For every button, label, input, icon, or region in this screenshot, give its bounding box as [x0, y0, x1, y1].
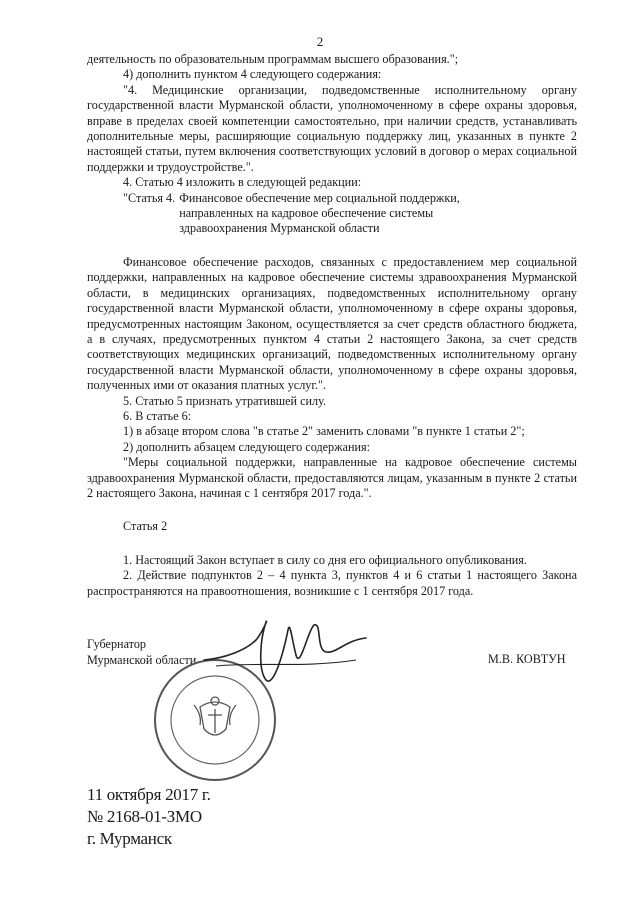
law-text: [87, 52, 577, 599]
paragraph: 2. Действие подпунктов 2 – 4 пункта 3, пунктов 4 и 6 статьи 1 настоящего Закона распространяются на правоотношения, возникшие с 1 сентября 2017 года.: [87, 568, 577, 598]
article-4-title-line: здравоохранения Мурманской области: [179, 221, 380, 236]
position-line: Мурманской области: [87, 653, 197, 667]
signatory-name: М.В. КОВТУН: [488, 652, 566, 666]
paragraph: 4. Статью 4 изложить в следующей редакции:: [123, 175, 362, 190]
signing-date: 11 октября 2017 г.: [87, 785, 211, 804]
paragraph: "4. Медицинские организации, подведомственные исполнительному органу государственной власти Мурманской области, уполномоченному в сфере охраны здоровья, вправе в пределах своей компетенции самостоятельно, при наличии средств, устанавливать дополнительные меры, расширяющие социальную поддержку лиц, указанных в пункте 2 настоящей статьи, путем включения соответствующих условий в договор о мерах социальной поддержки и трудоустройстве.".: [87, 82, 577, 174]
article-4-title-line: направленных на кадровое обеспечение системы: [179, 206, 434, 221]
handwritten-signature: [196, 610, 376, 690]
coat-of-arms-icon: [194, 697, 236, 735]
article-4-heading: [87, 191, 577, 237]
article-4-label: "Статья 4.: [123, 190, 176, 205]
page-number: 2: [316, 34, 324, 49]
article-2-heading: Статья 2: [123, 519, 168, 534]
paragraph: 4) дополнить пунктом 4 следующего содержания:: [123, 67, 382, 82]
signing-city: г. Мурманск: [87, 829, 172, 848]
article-4-title: [175, 191, 460, 237]
document-registration: [87, 784, 211, 850]
position-line: Губернатор: [87, 637, 147, 651]
paragraph: 5. Статью 5 признать утратившей силу.: [123, 393, 327, 408]
paragraph: деятельность по образовательным программам высшего образования.";: [87, 52, 459, 66]
paragraph: "Меры социальной поддержки, направленные на кадровое обеспечение системы здравоохранения Мурманской области, предоставляются лицам, указанным в пункте 2 статьи 2 настоящего Закона, начиная с 1 сентября 2017 года.".: [87, 455, 577, 500]
paragraph: 2) дополнить абзацем следующего содержания:: [123, 439, 371, 454]
law-number: № 2168-01-ЗМО: [87, 807, 202, 826]
paragraph: 6. В статье 6:: [123, 408, 192, 423]
article-4-title-line: Финансовое обеспечение мер социальной поддержки,: [179, 190, 460, 205]
paragraph: 1) в абзаце втором слова "в статье 2" заменить словами "в пункте 1 статьи 2";: [123, 424, 525, 439]
paragraph: Финансовое обеспечение расходов, связанных с предоставлением мер социальной поддержки, направленных на кадровое обеспечение системы здравоохранения Мурманской области, в медицинских организациях, подведомственных исполнительному органу государственной власти Мурманской области, уполномоченному в сфере охраны здоровья, предусмотренных настоящим Законом, осуществляется за счет средств областного бюджета, а в случаях, предусмотренных пунктом 4 статьи 2 настоящего Закона, за счет средств соответствующих медицинских организаций, подведомственных исполнительному органу государственной власти Мурманской области, уполномоченному в сфере охраны здоровья, полученных ими от оказания платных услуг.".: [87, 254, 577, 393]
paragraph: 1. Настоящий Закон вступает в силу со дня его официального опубликования.: [123, 552, 527, 567]
